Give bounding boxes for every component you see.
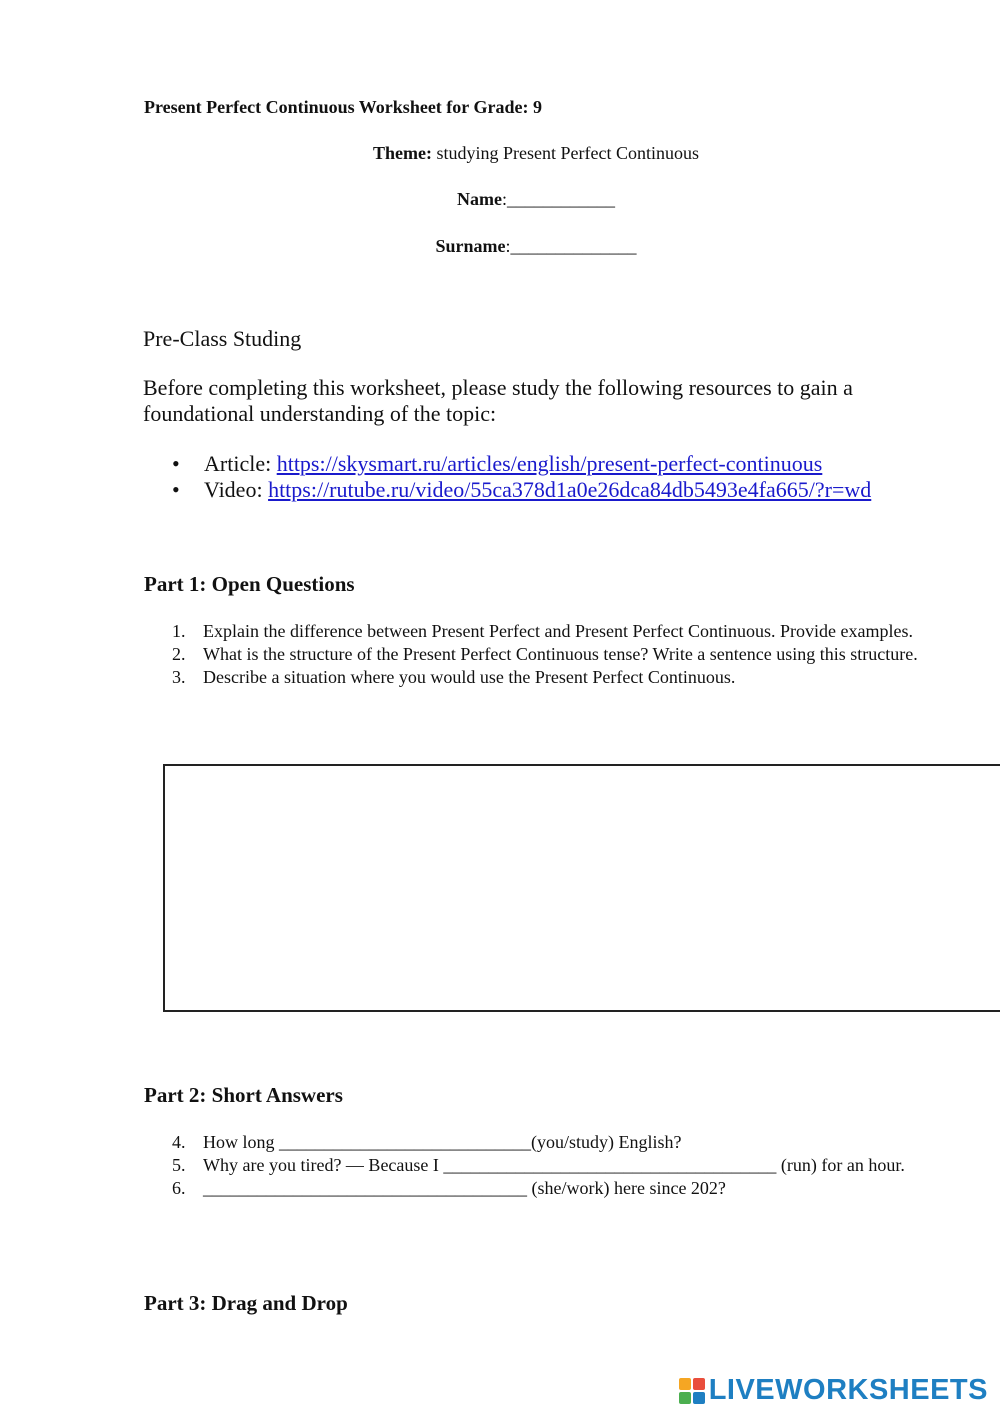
- short-answer-item: [172, 1131, 932, 1154]
- short-answer-item: [172, 1177, 932, 1200]
- question-text: What is the structure of the Present Perfect Continuous tense? Write a sentence using this structure.: [203, 644, 918, 664]
- question-item: [172, 643, 932, 666]
- preclass-heading: Pre-Class Studing: [143, 326, 302, 351]
- logo-text: LIVEWORKSHEETS: [708, 1374, 988, 1406]
- question-text: Explain the difference between Present Perfect and Present Perfect Continuous. Provide examples.: [203, 621, 913, 641]
- question-text: Describe a situation where you would use the Present Perfect Continuous.: [203, 667, 736, 687]
- question-number: 5.: [172, 1155, 186, 1175]
- surname-label: Surname: [435, 236, 506, 256]
- sentence-end: (you/study) English?: [531, 1132, 682, 1152]
- liveworksheets-logo: [679, 1374, 988, 1407]
- resource-item-article: [172, 451, 871, 477]
- worksheet-title: Present Perfect Continuous Worksheet for Grade: 9: [144, 97, 542, 117]
- resource-label: Article:: [204, 451, 277, 476]
- resource-item-video: [172, 477, 871, 503]
- theme-line: [0, 143, 1000, 164]
- part2-heading: Part 2: Short Answers: [144, 1083, 343, 1107]
- preclass-intro: Before completing this worksheet, please study the following resources to gain a foundational understanding of the topic:: [143, 375, 853, 426]
- open-answer-textbox[interactable]: [163, 764, 1000, 1012]
- part3-heading: Part 3: Drag and Drop: [144, 1291, 348, 1315]
- question-item: [172, 620, 932, 643]
- open-question-list: [172, 620, 932, 689]
- sentence-end: (she/work) here since 202?: [527, 1178, 726, 1198]
- gap-input[interactable]: ____________________________________: [203, 1178, 527, 1198]
- question-number: 1.: [172, 621, 186, 641]
- article-link[interactable]: https://skysmart.ru/articles/english/present-perfect-continuous: [276, 451, 823, 476]
- question-number: 3.: [172, 667, 186, 687]
- theme-label: Theme:: [373, 143, 432, 163]
- logo-mark-icon: [679, 1378, 705, 1404]
- video-link[interactable]: https://rutube.ru/video/55ca378d1a0e26dca84db5493e4fa665/?r=wd: [268, 477, 872, 502]
- resource-list: [172, 451, 871, 503]
- name-label: Name: [457, 189, 502, 209]
- sentence-start: Why are you tired? — Because I: [203, 1155, 444, 1175]
- sentence-end: (run) for an hour.: [776, 1155, 905, 1175]
- bullet-icon: •: [172, 477, 180, 502]
- question-number: 6.: [172, 1178, 186, 1198]
- sentence-start: How long: [203, 1132, 279, 1152]
- short-answer-item: [172, 1154, 932, 1177]
- short-answer-list: [172, 1131, 932, 1200]
- question-number: 2.: [172, 644, 186, 664]
- surname-input[interactable]: :______________: [505, 236, 637, 256]
- resource-label: Video:: [204, 477, 269, 502]
- surname-line: [0, 236, 1000, 257]
- theme-value: studying Present Perfect Continuous: [432, 143, 699, 163]
- question-item: [172, 666, 932, 689]
- gap-input[interactable]: ____________________________: [279, 1132, 531, 1152]
- question-number: 4.: [172, 1132, 186, 1152]
- bullet-icon: •: [172, 451, 180, 476]
- name-input[interactable]: :____________: [501, 189, 615, 209]
- gap-input[interactable]: _____________________________________: [443, 1155, 777, 1175]
- name-line: [0, 189, 1000, 210]
- part1-heading: Part 1: Open Questions: [144, 572, 355, 596]
